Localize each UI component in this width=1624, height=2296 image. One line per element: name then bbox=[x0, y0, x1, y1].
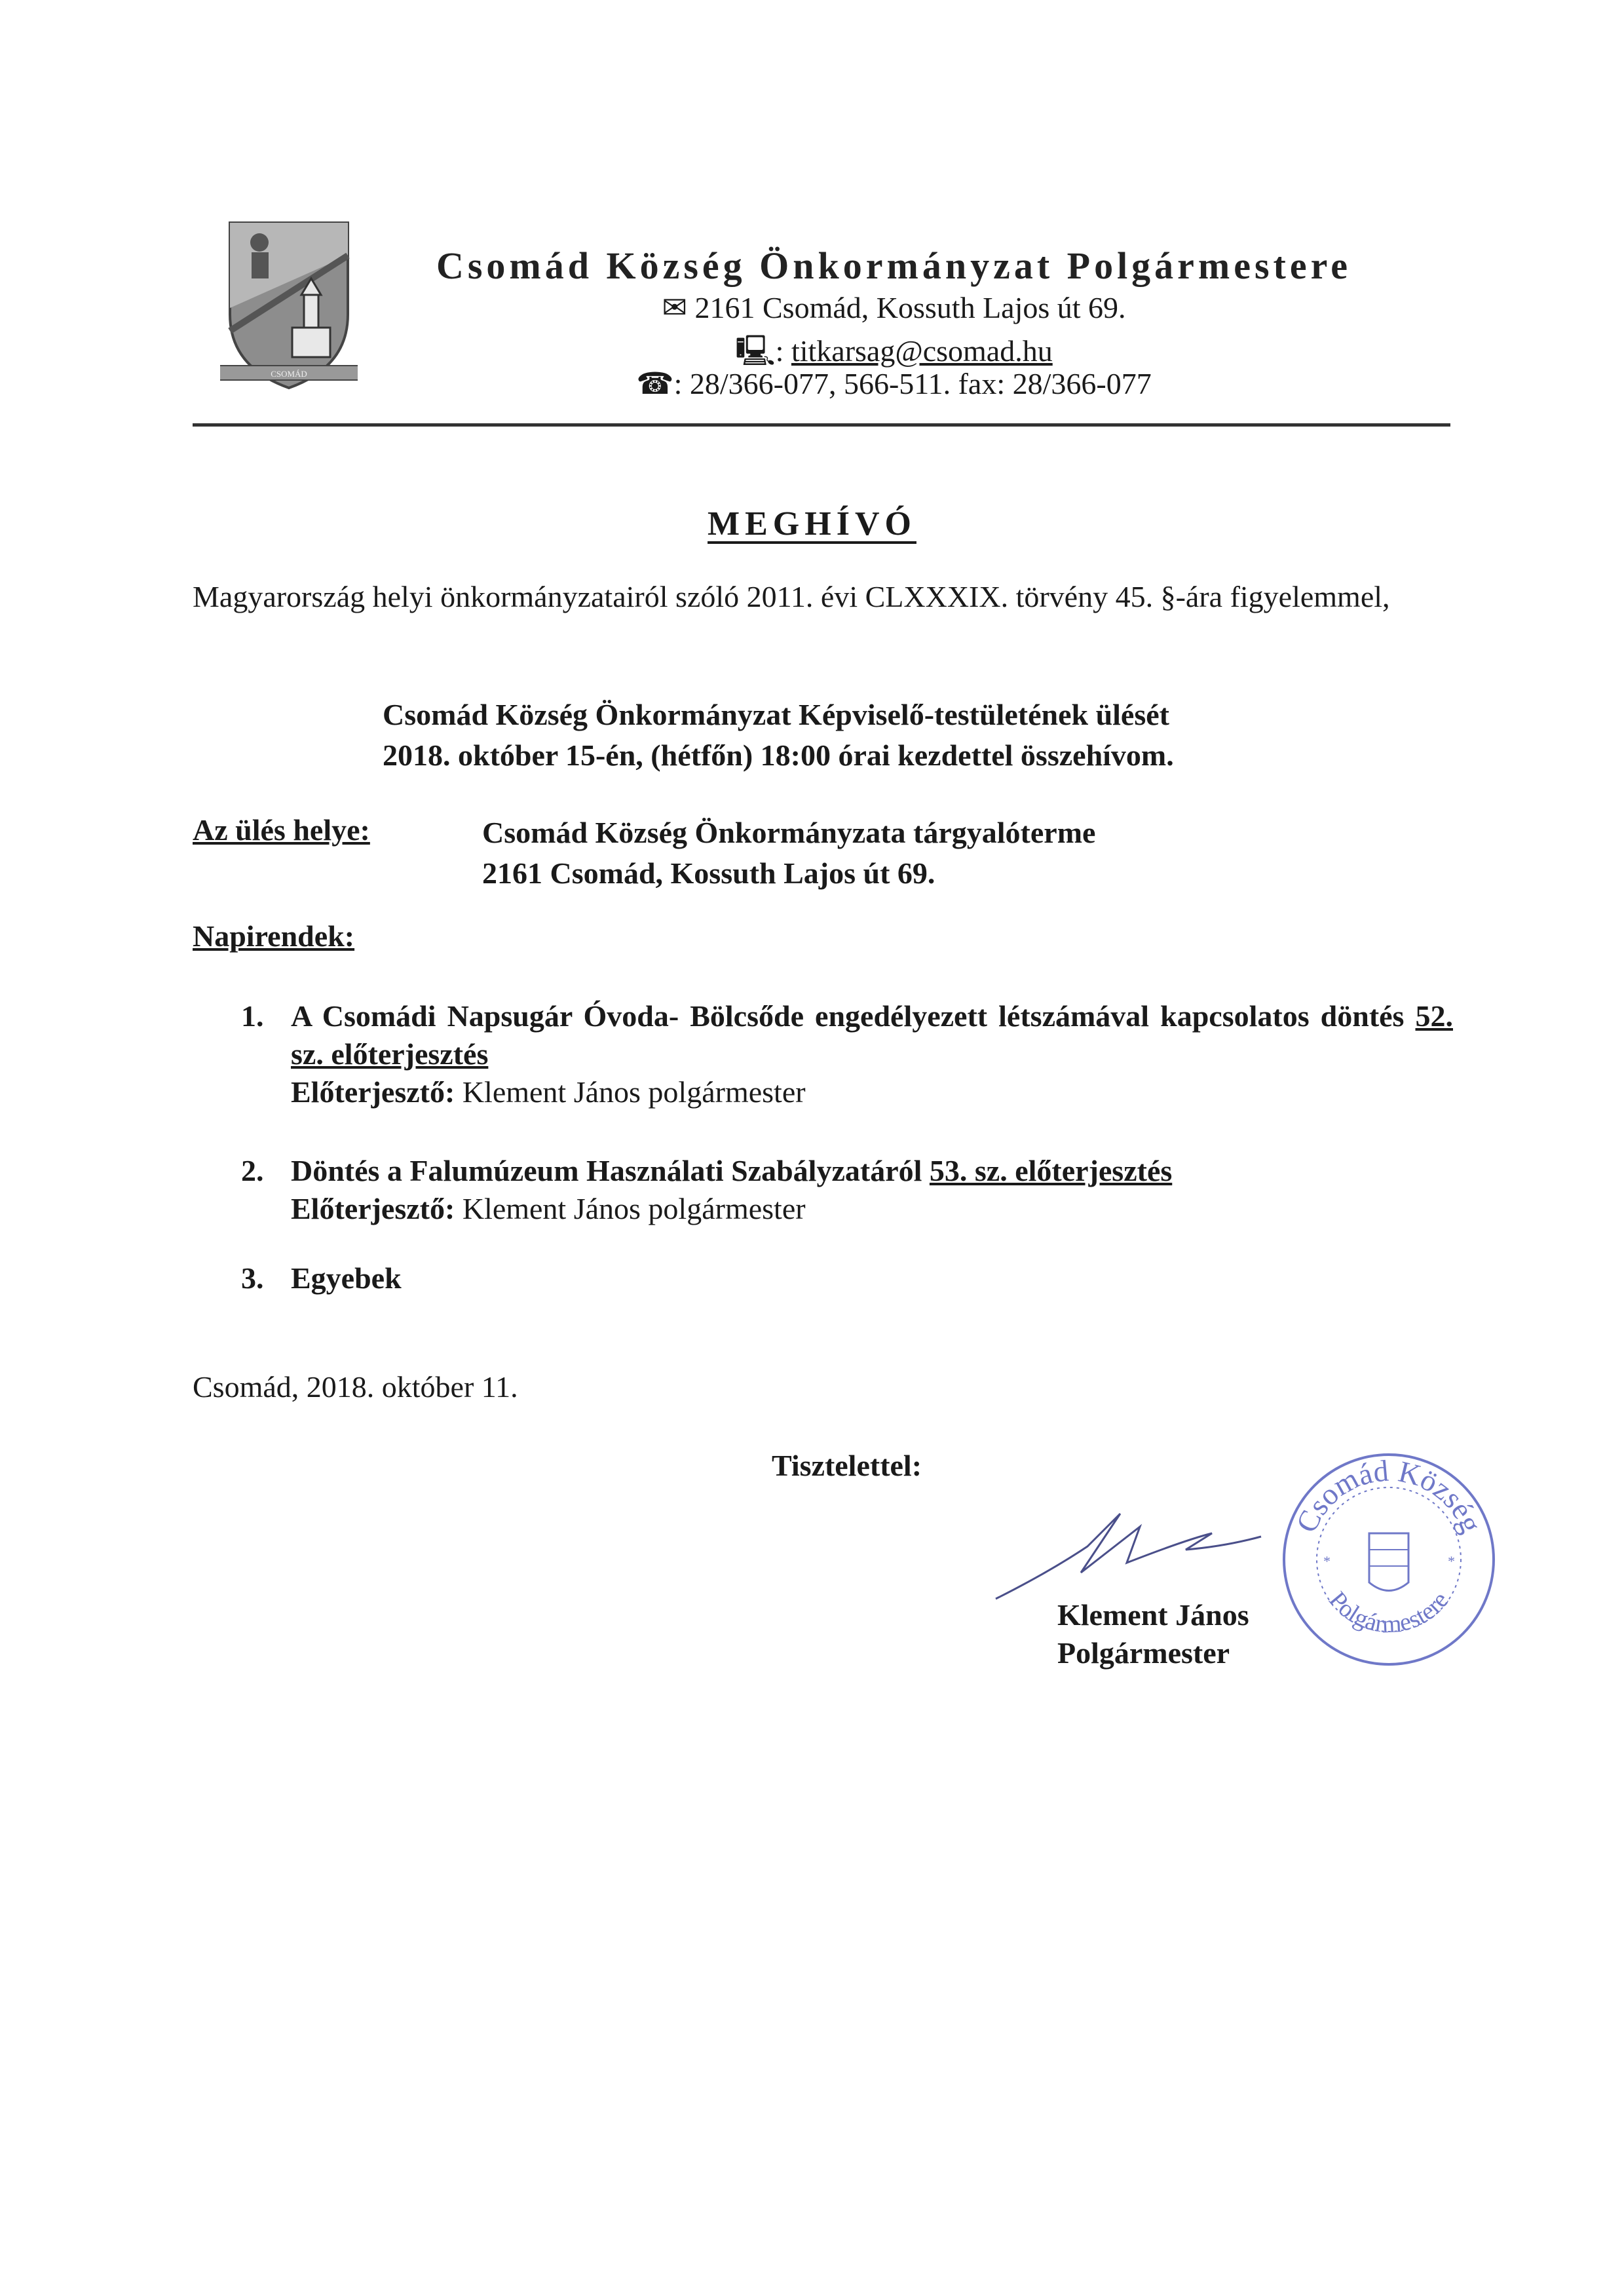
crest-label: CSOMÁD bbox=[271, 369, 307, 379]
presenter-label: Előterjesztő: bbox=[291, 1075, 455, 1109]
agenda-item-number: 3. bbox=[241, 1261, 264, 1295]
agenda-item-text bbox=[291, 1152, 1453, 1190]
agenda-heading: Napirendek: bbox=[193, 919, 355, 953]
agenda-item-description: Döntés a Falumúzeum Használati Szabályzatáról bbox=[291, 1154, 930, 1187]
svg-text:Polgármestere bbox=[1323, 1586, 1454, 1638]
stamp-top-text: Csomád Község bbox=[1289, 1453, 1488, 1538]
issue-date: Csomád, 2018. október 11. bbox=[193, 1370, 518, 1404]
official-stamp bbox=[1271, 1442, 1507, 1677]
agenda-item-3 bbox=[241, 1259, 1453, 1297]
intro-paragraph: Magyarország helyi önkormányzatairól szóló 2011. évi CLXXXIX. törvény 45. §-ára figyelemmel, bbox=[193, 580, 1390, 613]
agenda-item-text: Egyebek bbox=[291, 1261, 402, 1295]
location-label: Az ülés helye: bbox=[193, 813, 370, 847]
location-line-2: 2161 Csomád, Kossuth Lajos út 69. bbox=[482, 856, 935, 890]
svg-text:*: * bbox=[1448, 1553, 1455, 1569]
signer-name: Klement János bbox=[1057, 1598, 1249, 1632]
issuer-title: Csomád Község Önkormányzat Polgármestere bbox=[436, 244, 1352, 287]
proposal-reference: 52. sz. előterjesztés bbox=[291, 999, 1453, 1071]
handwritten-signature bbox=[989, 1501, 1264, 1605]
agenda-item-2 bbox=[241, 1152, 1453, 1228]
email-link[interactable]: titkarsag@csomad.hu bbox=[791, 334, 1053, 368]
agenda-item-number: 2. bbox=[241, 1154, 264, 1187]
envelope-icon: ✉ bbox=[662, 291, 687, 324]
closing-regards: Tisztelettel: bbox=[772, 1449, 922, 1482]
presenter-line bbox=[291, 1190, 1453, 1228]
presenter-line bbox=[291, 1073, 1453, 1111]
computer-icon: 🖳 bbox=[735, 334, 776, 368]
convocation-line-2: 2018. október 15-én, (hétfőn) 18:00 órai kezdettel összehívom. bbox=[383, 738, 1174, 772]
agenda-item-description: A Csomádi Napsugár Óvoda- Bölcsőde engedélyezett létszámával kapcsolatos döntés bbox=[291, 999, 1416, 1033]
phone-text: : 28/366-077, 566-511. fax: 28/366-077 bbox=[673, 367, 1152, 400]
signer-block bbox=[1057, 1596, 1249, 1672]
signer-title: Polgármester bbox=[1057, 1636, 1230, 1670]
proposal-reference: 53. sz. előterjesztés bbox=[929, 1154, 1173, 1187]
location-line-1: Csomád Község Önkormányzata tárgyalóterme bbox=[482, 816, 1096, 849]
convocation-block bbox=[383, 695, 1300, 776]
address-text: 2161 Csomád, Kossuth Lajos út 69. bbox=[694, 291, 1126, 324]
convocation-line-1: Csomád Község Önkormányzat Képviselő-testületének ülését bbox=[383, 698, 1169, 731]
presenter-name: Klement János polgármester bbox=[455, 1192, 806, 1225]
presenter-label: Előterjesztő: bbox=[291, 1192, 455, 1225]
svg-text:*: * bbox=[1323, 1553, 1331, 1569]
agenda-item-1 bbox=[241, 997, 1453, 1111]
header-divider bbox=[193, 423, 1450, 427]
agenda-item-text bbox=[291, 997, 1453, 1073]
svg-text:Csomád Község bbox=[1289, 1454, 1488, 1538]
phone-line bbox=[0, 366, 1624, 401]
address-line bbox=[0, 290, 1624, 325]
document-title: MEGHÍVÓ bbox=[708, 505, 916, 543]
telephone-icon: ☎ bbox=[636, 367, 674, 400]
agenda-item-number: 1. bbox=[241, 999, 264, 1033]
stamp-bottom-text: Polgármestere bbox=[1323, 1586, 1454, 1639]
email-prefix: : bbox=[775, 334, 791, 368]
location-value bbox=[482, 813, 1095, 894]
presenter-name: Klement János polgármester bbox=[455, 1075, 806, 1109]
